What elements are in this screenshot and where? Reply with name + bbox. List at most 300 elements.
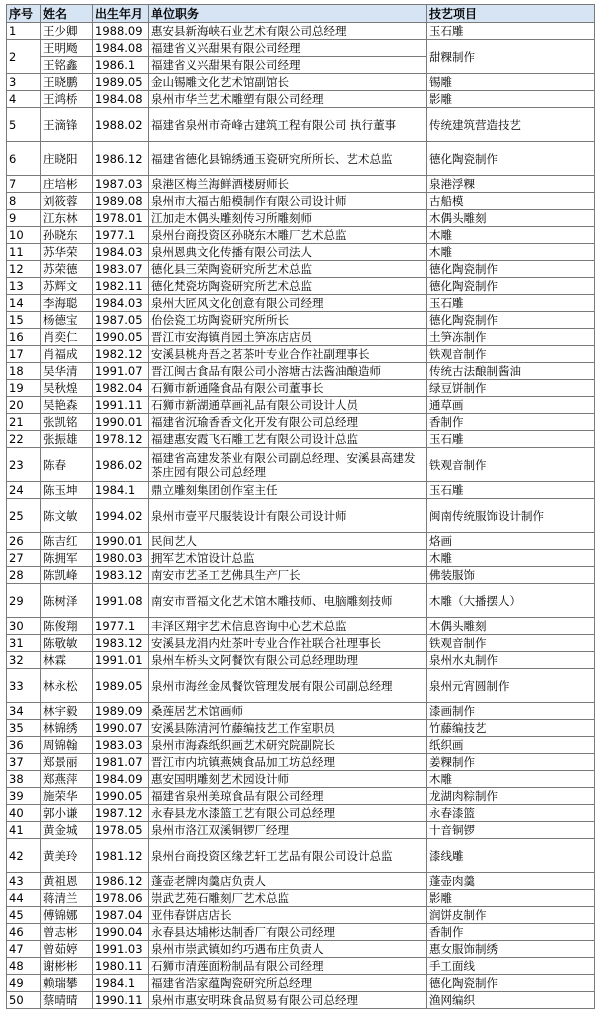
cell-birth: 1984.08 [93,91,149,108]
cell-birth: 1991.08 [93,584,149,618]
cell-skill: 甜粿制作 [427,40,595,74]
cell-name: 苏华荣 [41,244,93,261]
table-row [7,142,595,176]
table-row [7,176,595,193]
cell-unit: 福建省德化县锦绣通玉瓷研究所所长、艺术总监 [149,142,427,176]
cell-no: 43 [7,873,41,890]
cell-name: 陈凯峰 [41,567,93,584]
cell-birth: 1983.03 [93,737,149,754]
cell-unit: 泉州市洛江双溪铜锣厂经理 [149,822,427,839]
cell-birth: 1978.01 [93,210,149,227]
cell-name: 张凯铭 [41,414,93,431]
cell-name: 杨德宝 [41,312,93,329]
table-row [7,448,595,482]
cell-name: 陈敬敏 [41,635,93,652]
cell-name: 傅锦娜 [41,907,93,924]
cell-unit: 泉州恩典文化传播有限公司法人 [149,244,427,261]
table-row [7,193,595,210]
cell-no: 24 [7,482,41,499]
cell-skill: 渔网编织 [427,992,595,1009]
table-row [7,584,595,618]
cell-unit: 福建省泉州市奇峰古建筑工程有限公司 执行董事 [149,108,427,142]
cell-unit: 民间艺人 [149,533,427,550]
cell-unit: 惠安国明雕刻艺术园设计师 [149,771,427,788]
cell-name: 曾志彬 [41,924,93,941]
cell-unit: 泉州台商投资区缘艺轩工艺品有限公司设计总监 [149,839,427,873]
cell-skill: 德化陶瓷制作 [427,261,595,278]
table-row [7,805,595,822]
cell-skill: 木雕 [427,771,595,788]
cell-no: 29 [7,584,41,618]
cell-no: 45 [7,907,41,924]
cell-skill: 铁观音制作 [427,635,595,652]
cell-birth: 1984.1 [93,975,149,992]
cell-skill: 影雕 [427,91,595,108]
cell-birth: 1977.1 [93,227,149,244]
cell-unit: 佁侩瓷工坊陶瓷研究所所长 [149,312,427,329]
table-row [7,788,595,805]
cell-name: 王滴锋 [41,108,93,142]
cell-unit: 德化县三荣陶瓷研究所艺术总监 [149,261,427,278]
cell-unit: 桑莲居艺术馆画师 [149,703,427,720]
cell-no: 42 [7,839,41,873]
cell-birth: 1990.05 [93,788,149,805]
cell-no: 46 [7,924,41,941]
cell-no: 38 [7,771,41,788]
cell-skill: 木偶头雕刻 [427,210,595,227]
table-row [7,669,595,703]
cell-birth: 1978.05 [93,822,149,839]
cell-name: 周锦翰 [41,737,93,754]
cell-birth: 1990.05 [93,329,149,346]
cell-unit: 永春县龙水漆篮工艺有限公司总经理 [149,805,427,822]
table-row [7,261,595,278]
cell-no: 30 [7,618,41,635]
cell-unit: 石狮市新湖通草画礼品有限公司设计人员 [149,397,427,414]
cell-unit: 南安市艺圣工艺佛具生产厂长 [149,567,427,584]
cell-name: 刘筱蓉 [41,193,93,210]
cell-name: 吴秋煌 [41,380,93,397]
cell-no: 22 [7,431,41,448]
cell-birth: 1990.07 [93,720,149,737]
cell-unit: 福建惠安霞飞石雕工艺有限公司设计总监 [149,431,427,448]
cell-name: 林锦绣 [41,720,93,737]
cell-unit: 晋江闽古食品有限公司小溶塘古法酱油酿造师 [149,363,427,380]
table-row [7,567,595,584]
cell-unit: 崇武艺苑石雕刻厂艺术总监 [149,890,427,907]
cell-no: 5 [7,108,41,142]
cell-skill: 古船模 [427,193,595,210]
cell-birth: 1991.07 [93,363,149,380]
cell-birth: 1988.02 [93,108,149,142]
table-row [7,499,595,533]
cell-birth: 1990.11 [93,992,149,1009]
cell-unit: 蓬壶老牌肉羹店负责人 [149,873,427,890]
cell-name: 林永松 [41,669,93,703]
cell-no: 34 [7,703,41,720]
cell-no: 7 [7,176,41,193]
cell-name: 陈俊翔 [41,618,93,635]
cell-no: 28 [7,567,41,584]
cell-skill: 竹藤编技艺 [427,720,595,737]
cell-birth: 1989.09 [93,703,149,720]
cell-skill: 手工面线 [427,958,595,975]
cell-no: 40 [7,805,41,822]
table-row [7,550,595,567]
cell-no: 8 [7,193,41,210]
cell-skill: 木雕 [427,550,595,567]
cell-no: 18 [7,363,41,380]
cell-birth: 1977.1 [93,618,149,635]
cell-skill: 香制作 [427,924,595,941]
table-row [7,533,595,550]
cell-no: 10 [7,227,41,244]
cell-no: 37 [7,754,41,771]
cell-no: 48 [7,958,41,975]
cell-name: 陈玉坤 [41,482,93,499]
cell-name: 王明飏 [41,40,93,57]
cell-no: 3 [7,74,41,91]
cell-no: 41 [7,822,41,839]
cell-name: 赖瑞攀 [41,975,93,992]
cell-unit: 亚伟春饼店店长 [149,907,427,924]
cell-skill: 永春漆篮 [427,805,595,822]
cell-unit: 泉州市大福古船模制作有限公司设计师 [149,193,427,210]
cell-name: 王鸿桥 [41,91,93,108]
cell-unit: 泉州市崇武镇如约巧遇布庄负责人 [149,941,427,958]
cell-name: 施荣华 [41,788,93,805]
cell-skill: 惠女服饰制绣 [427,941,595,958]
cell-name: 吴艳森 [41,397,93,414]
cell-birth: 1980.11 [93,958,149,975]
cell-no: 31 [7,635,41,652]
cell-skill: 德化陶瓷制作 [427,975,595,992]
cell-name: 蔡晴晴 [41,992,93,1009]
cell-skill: 德化陶瓷制作 [427,142,595,176]
cell-unit: 福建省沉瑜香香文化开发有限公司总经理 [149,414,427,431]
cell-birth: 1986.12 [93,873,149,890]
cell-unit: 永春县达埔彬达制香厂有限公司经理 [149,924,427,941]
cell-unit: 石狮市清莲面粉制品有限公司经理 [149,958,427,975]
cell-skill: 玉石雕 [427,431,595,448]
table-row [7,635,595,652]
cell-skill: 传统建筑营造技艺 [427,108,595,142]
cell-name: 林霖 [41,652,93,669]
cell-unit: 福建省义兴甜果有限公司经理 [149,57,427,74]
cell-skill: 木雕（大播摆人） [427,584,595,618]
cell-no: 47 [7,941,41,958]
cell-unit: 拥军艺术馆设计总监 [149,550,427,567]
cell-no: 14 [7,295,41,312]
cell-name: 孙晓东 [41,227,93,244]
table-row [7,703,595,720]
cell-no: 15 [7,312,41,329]
cell-name: 庄培彬 [41,176,93,193]
table-row [7,23,595,40]
cell-unit: 安溪县龙涓内灶茶叶专业合作社联合社理事长 [149,635,427,652]
table-row [7,431,595,448]
cell-birth: 1984.09 [93,771,149,788]
table-row [7,227,595,244]
table-row [7,992,595,1009]
cell-birth: 1990.01 [93,414,149,431]
cell-name: 陈文敏 [41,499,93,533]
table-row [7,975,595,992]
cell-skill: 锡雕 [427,74,595,91]
cell-skill: 十音铜锣 [427,822,595,839]
cell-skill: 影雕 [427,890,595,907]
cell-no: 12 [7,261,41,278]
cell-skill: 烙画 [427,533,595,550]
cell-skill: 玉石雕 [427,23,595,40]
cell-unit: 南安市晋福文化艺术馆木雕技师、电脑雕刻技师 [149,584,427,618]
table-row [7,74,595,91]
table-row [7,941,595,958]
cell-unit: 泉州市海丝金凤餐饮管理发展有限公司副总经理 [149,669,427,703]
cell-unit: 泉州市惠安明珠食品贸易有限公司总经理 [149,992,427,1009]
cell-birth: 1986.02 [93,448,149,482]
cell-unit: 鼎立雕刻集团创作室主任 [149,482,427,499]
table-row [7,618,595,635]
cell-birth: 1989.05 [93,669,149,703]
cell-unit: 泉州台商投资区孙晓东木雕厂艺术总监 [149,227,427,244]
cell-birth: 1991.01 [93,652,149,669]
cell-unit: 晋江市安海镇肖园土笋冻店店员 [149,329,427,346]
table-row [7,278,595,295]
cell-birth: 1990.01 [93,533,149,550]
cell-no: 11 [7,244,41,261]
cell-unit: 福建省义兴甜果有限公司经理 [149,40,427,57]
table-row [7,244,595,261]
cell-no: 1 [7,23,41,40]
cell-birth: 1994.02 [93,499,149,533]
cell-birth: 1978.06 [93,890,149,907]
cell-skill: 绿豆饼制作 [427,380,595,397]
cell-no: 19 [7,380,41,397]
cell-unit: 泉州市海森纸织画艺术研究院副院长 [149,737,427,754]
cell-name: 苏辉文 [41,278,93,295]
cell-unit: 福建省泉州美琼食品有限公司经理 [149,788,427,805]
cell-skill: 木偶头雕刻 [427,618,595,635]
cell-name: 林宇毅 [41,703,93,720]
cell-no: 44 [7,890,41,907]
cell-skill: 玉石雕 [427,482,595,499]
table-row [7,414,595,431]
table-row [7,312,595,329]
cell-birth: 1987.12 [93,805,149,822]
header-unit: 单位职务 [149,5,427,23]
cell-no: 6 [7,142,41,176]
cell-name: 黄金城 [41,822,93,839]
cell-no: 32 [7,652,41,669]
cell-name: 肖福成 [41,346,93,363]
table-row [7,91,595,108]
cell-unit: 福建省高建发茶业有限公司副总经理、安溪县高建发茶庄园有限公司总经理 [149,448,427,482]
cell-unit: 福建省浩家蕴陶瓷研究所总经理 [149,975,427,992]
cell-birth: 1987.05 [93,312,149,329]
cell-unit: 丰泽区翔宇艺术信息咨询中心艺术总监 [149,618,427,635]
cell-birth: 1984.03 [93,244,149,261]
cell-name: 王少卿 [41,23,93,40]
cell-skill: 通草画 [427,397,595,414]
header-birth: 出生年月 [93,5,149,23]
cell-unit: 金山锡雕文化艺术馆副馆长 [149,74,427,91]
cell-skill: 木雕 [427,244,595,261]
cell-birth: 1980.03 [93,550,149,567]
table-row [7,924,595,941]
cell-skill: 德化陶瓷制作 [427,278,595,295]
table-row [7,873,595,890]
cell-skill: 德化陶瓷制作 [427,312,595,329]
cell-no: 33 [7,669,41,703]
cell-skill: 闽南传统服饰设计制作 [427,499,595,533]
header-name: 姓名 [41,5,93,23]
cell-no: 9 [7,210,41,227]
cell-skill: 铁观音制作 [427,346,595,363]
table-row [7,771,595,788]
cell-birth: 1983.07 [93,261,149,278]
cell-unit: 泉州车桥头文阿餐饮有限公司总经理助理 [149,652,427,669]
cell-skill: 土笋冻制作 [427,329,595,346]
cell-no: 50 [7,992,41,1009]
header-row [7,5,595,23]
cell-birth: 1981.07 [93,754,149,771]
table-row [7,108,595,142]
cell-no: 35 [7,720,41,737]
cell-name: 陈吉红 [41,533,93,550]
cell-unit: 石狮市新通隆食品有限公司董事长 [149,380,427,397]
table-row [7,652,595,669]
cell-birth: 1982.11 [93,278,149,295]
cell-name: 郭小谦 [41,805,93,822]
cell-no: 20 [7,397,41,414]
cell-skill: 香制作 [427,414,595,431]
cell-no: 26 [7,533,41,550]
cell-skill: 龙湖肉粽制作 [427,788,595,805]
cell-unit: 安溪县陈清河竹藤编技艺工作室职员 [149,720,427,737]
cell-unit: 泉港区梅兰海鲜酒楼厨师长 [149,176,427,193]
cell-skill: 姜粿制作 [427,754,595,771]
cell-birth: 1978.12 [93,431,149,448]
cell-name: 陈拥军 [41,550,93,567]
table-row [7,839,595,873]
cell-birth: 1981.12 [93,839,149,873]
cell-skill: 铁观音制作 [427,448,595,482]
cell-unit: 惠安县新海峡石业艺术有限公司总经理 [149,23,427,40]
table-row [7,40,595,57]
cell-birth: 1988.09 [93,23,149,40]
cell-birth: 1986.1 [93,57,149,74]
cell-birth: 1984.03 [93,295,149,312]
cell-name: 王晓鹏 [41,74,93,91]
cell-skill: 纸织画 [427,737,595,754]
table-row [7,482,595,499]
cell-no: 36 [7,737,41,754]
cell-name: 蒋清兰 [41,890,93,907]
cell-no: 2 [7,40,41,74]
cell-skill: 佛装服饰 [427,567,595,584]
cell-unit: 泉州市华兰艺术雕塑有限公司经理 [149,91,427,108]
cell-skill: 润饼皮制作 [427,907,595,924]
cell-skill: 漆线雕 [427,839,595,873]
cell-no: 21 [7,414,41,431]
cell-birth: 1984.1 [93,482,149,499]
cell-no: 23 [7,448,41,482]
table-row [7,958,595,975]
table-row [7,346,595,363]
header-no: 序号 [7,5,41,23]
table-row [7,380,595,397]
cell-name: 苏荣德 [41,261,93,278]
cell-name: 陈春 [41,448,93,482]
cell-no: 39 [7,788,41,805]
table-row [7,822,595,839]
cell-unit: 德化梵瓷坊陶瓷研究所艺术总监 [149,278,427,295]
table-row [7,210,595,227]
cell-no: 4 [7,91,41,108]
cell-unit: 泉州市壹平尺服装设计有限公司设计师 [149,499,427,533]
cell-skill: 泉港浮粿 [427,176,595,193]
table-row [7,363,595,380]
cell-no: 13 [7,278,41,295]
header-skill: 技艺项目 [427,5,595,23]
cell-unit: 安溪县桃舟吾之茗茶叶专业合作社副理事长 [149,346,427,363]
cell-skill: 玉石雕 [427,295,595,312]
cell-no: 27 [7,550,41,567]
cell-birth: 1989.08 [93,193,149,210]
cell-name: 李海聪 [41,295,93,312]
cell-unit: 泉州大匠风文化创意有限公司经理 [149,295,427,312]
cell-name: 曾茹婷 [41,941,93,958]
cell-birth: 1982.12 [93,346,149,363]
cell-skill: 泉州元宵圆制作 [427,669,595,703]
inheritors-table [6,4,595,1009]
table-row [7,890,595,907]
cell-name: 吴华清 [41,363,93,380]
cell-name: 黄祖恩 [41,873,93,890]
cell-birth: 1983.12 [93,567,149,584]
cell-name: 张振雄 [41,431,93,448]
table-row [7,754,595,771]
cell-birth: 1987.04 [93,907,149,924]
cell-name: 郑景丽 [41,754,93,771]
cell-name: 黄美玲 [41,839,93,873]
cell-no: 16 [7,329,41,346]
table-row [7,295,595,312]
cell-skill: 木雕 [427,227,595,244]
cell-name: 庄晓阳 [41,142,93,176]
cell-name: 郑燕萍 [41,771,93,788]
table-row [7,720,595,737]
cell-skill: 蓬壶肉羹 [427,873,595,890]
cell-skill: 泉州水丸制作 [427,652,595,669]
cell-name: 江东林 [41,210,93,227]
cell-birth: 1990.04 [93,924,149,941]
cell-unit: 江加走木偶头雕刻传习所雕刻师 [149,210,427,227]
table-row [7,907,595,924]
cell-birth: 1989.05 [93,74,149,91]
cell-name: 陈树泽 [41,584,93,618]
cell-birth: 1983.12 [93,635,149,652]
cell-skill: 漆画制作 [427,703,595,720]
cell-name: 肖奕仁 [41,329,93,346]
cell-no: 17 [7,346,41,363]
cell-birth: 1991.11 [93,397,149,414]
table-row [7,737,595,754]
cell-birth: 1984.08 [93,40,149,57]
cell-no: 25 [7,499,41,533]
cell-birth: 1987.03 [93,176,149,193]
